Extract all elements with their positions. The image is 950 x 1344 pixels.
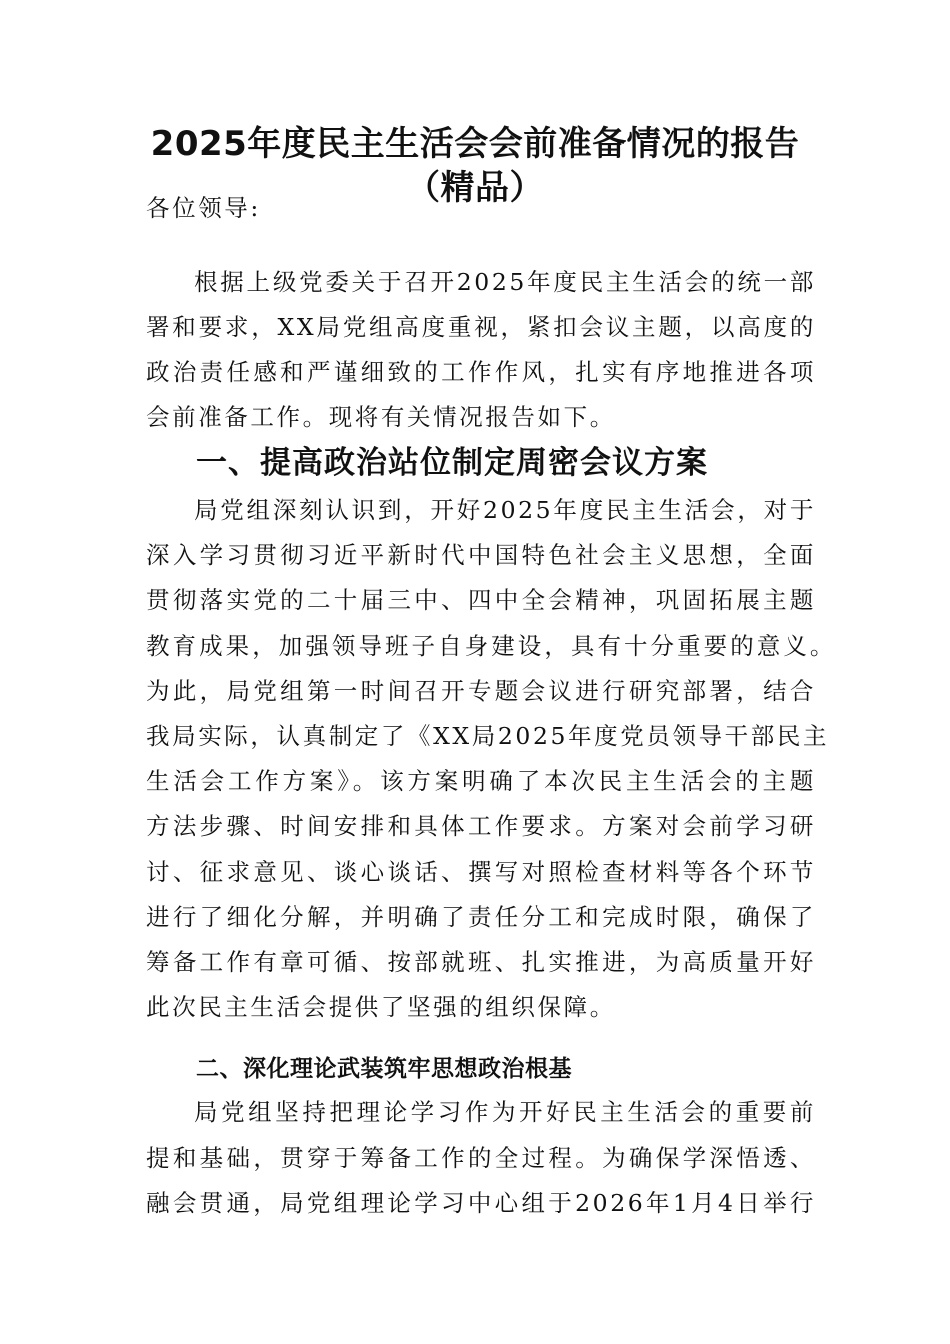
section-1-line: 筹备工作有章可循、按部就班、扎实推进，为高质量开好 [146, 948, 816, 976]
section-1-heading: 一、提高政治站位制定周密会议方案 [196, 445, 708, 481]
section-1-line: 进行了细化分解，并明确了责任分工和完成时限，确保了 [146, 903, 816, 931]
intro-line: 会前准备工作。现将有关情况报告如下。 [146, 403, 616, 431]
section-1-line: 深入学习贯彻习近平新时代中国特色社会主义思想，全面 [146, 541, 816, 569]
intro-line: 署和要求，XX局党组高度重视，紧扣会议主题，以高度的 [146, 313, 816, 341]
salutation: 各位领导: [146, 194, 261, 222]
document-title-suffix: （精品） [406, 168, 544, 208]
intro-line: 根据上级党委关于召开2025年度民主生活会的统一部 [194, 268, 816, 296]
section-1-line: 教育成果，加强领导班子自身建设，具有十分重要的意义。 [146, 632, 836, 660]
section-2-line: 融会贯通，局党组理论学习中心组于2026年1月4日举行 [146, 1189, 816, 1217]
section-1-line: 局党组深刻认识到，开好2025年度民主生活会，对于 [194, 496, 816, 524]
section-1-line: 此次民主生活会提供了坚强的组织保障。 [146, 993, 616, 1021]
section-1-line: 讨、征求意见、谈心谈话、撰写对照检查材料等各个环节 [146, 858, 816, 886]
section-2-line: 局党组坚持把理论学习作为开好民主生活会的重要前 [194, 1098, 816, 1126]
section-2-heading: 二、深化理论武装筑牢思想政治根基 [196, 1056, 572, 1082]
section-1-line: 贯彻落实党的二十届三中、四中全会精神，巩固拓展主题 [146, 586, 816, 614]
intro-line: 政治责任感和严谨细致的工作作风，扎实有序地推进各项 [146, 358, 816, 386]
section-2-line: 提和基础，贯穿于筹备工作的全过程。为确保学深悟透、 [146, 1144, 816, 1172]
section-1-line: 生活会工作方案》。该方案明确了本次民主生活会的主题 [146, 767, 816, 795]
section-1-line: 方法步骤、时间安排和具体工作要求。方案对会前学习研 [146, 812, 816, 840]
section-1-line: 我局实际，认真制定了《XX局2025年度党员领导干部民主 [146, 722, 830, 750]
document-title: 2025年度民主生活会会前准备情况的报告 [150, 124, 800, 164]
section-1-line: 为此，局党组第一时间召开专题会议进行研究部署，结合 [146, 677, 816, 705]
